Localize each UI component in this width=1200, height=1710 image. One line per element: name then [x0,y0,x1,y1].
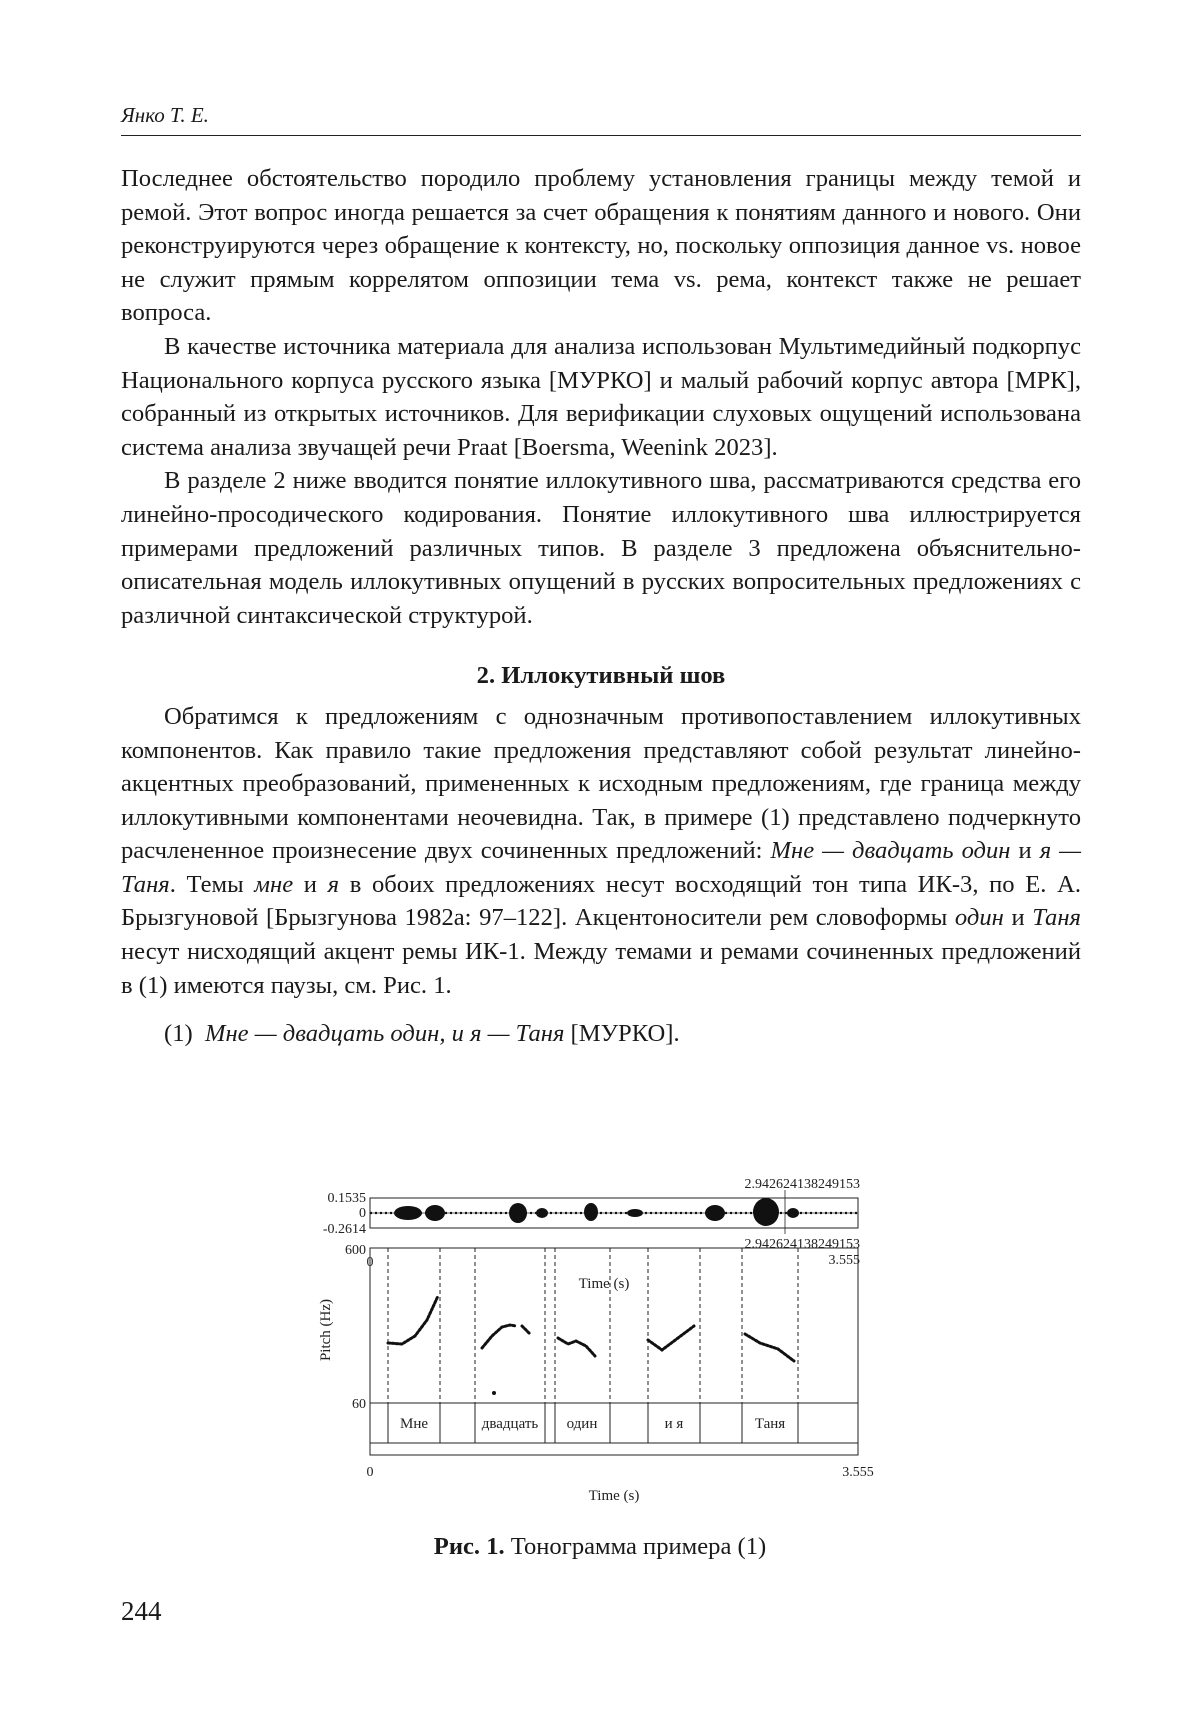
text-run: . Темы [169,870,255,898]
waveform-top-label: 0.1535 [327,1191,366,1206]
running-head: Янко Т. Е. [121,103,209,127]
header-rule [121,135,1081,136]
figure-caption [0,1533,1200,1561]
pitch-contour-i-ya [648,1326,694,1350]
time-start-inner-label: 0 [366,1255,374,1270]
pitch-max-label: 600 [345,1243,366,1258]
pitch-outlier-point [492,1391,496,1395]
text-run: и [1003,904,1033,932]
example-1 [121,1017,1081,1051]
word-label-dvadtsat: двадцать [481,1416,539,1432]
paragraph-2: В качестве источника материала для анализа использован Мультимедийный подкорпус Национального корпуса русского языка [МУРКО] и малый рабочий корпус автора [МРК], собранный из открытых источников. Для верификации слуховых ощущений использована система анализа звучащей речи Praat [Boersma, Weenink 2023]. [121,332,1081,461]
example-inline-2: я — Таня [121,837,1082,898]
caption-label: Рис. 1. [433,1533,505,1560]
paragraph-3: В разделе 2 ниже вводится понятие иллокутивного шва, рассматриваются средства его линейно-просодического кодирования. Понятие иллокутивного шва иллюстрируется примерами предложений различных типов. В разделе 3 предложена объяснительно-описательная модель иллокутивных опущений в русских вопросительных предложениях с различной синтаксической структурой. [121,467,1081,629]
pitch-contour-tanya [745,1334,794,1361]
theme-word-1: мне [254,870,294,898]
example-number: (1) [164,1020,193,1048]
tonogram-svg [290,1160,910,1520]
pitch-contour-mne [388,1296,438,1344]
waveform-burst [394,1206,422,1220]
time-inner-label: Time (s) [578,1276,630,1292]
pitch-contour-dvadtsat-2 [522,1326,530,1334]
pitch-axis-label: Pitch (Hz) [318,1298,334,1362]
pitch-contour-dvadtsat-1 [482,1325,516,1348]
word-label-i-ya: и я [664,1416,684,1432]
theme-word-2: я [327,870,340,898]
pitch-contours [388,1296,794,1361]
time-start-label: 0 [366,1465,374,1480]
section-title: 2. Иллокутивный шов [476,662,726,690]
word-label-odin: один [566,1416,598,1432]
pitch-min-label: 60 [352,1397,366,1412]
text-run: и [293,870,328,898]
paragraph-1: Последнее обстоятельство породило проблему установления границы между темой и ремой. Этот вопрос иногда решается за счет обращения к понятиям данного и нового. Они реконструируются через обращение к контексту, но, поскольку оппозиция данное vs. новое не служит прямым коррелятом оппозиции тема vs. рема, контекст также не решает вопроса. [121,165,1081,327]
text-run: и [1010,837,1040,865]
page-number: 244 [121,1596,162,1626]
example-inline-1: Мне — двадцать один [770,837,1011,865]
example-source: [МУРКО]. [564,1020,680,1048]
example-text: Мне — двадцать один, и я — Таня [204,1020,565,1048]
time-end-inner-label: 3.555 [828,1253,860,1268]
waveform-bottom-label: -0.2614 [322,1222,366,1237]
word-label-mne: Мне [399,1416,429,1432]
cursor-bottom-label: 2.942624138249153 [744,1237,860,1252]
waveform-zero-label: 0 [359,1206,366,1221]
text-run: Обратимся к предложениям с однозначным противопоставлением иллокутивных компонентов. Как правило такие предложения представляют собой результат линейно-акцентных преобразований, примененных к исходным предложениям, где граница между иллокутивными компонентами неочевидна. Так, в примере (1) представлено подчеркнуто расчлененное произнесение двух сочиненных предложений: [121,702,1081,865]
cursor-top-label: 2.942624138249153 [744,1177,860,1192]
caption-text: Тонограмма примера (1) [504,1533,767,1560]
body-text [121,162,1081,1051]
pitch-contour-odin [558,1338,595,1356]
time-end-label: 3.555 [842,1465,874,1480]
word-label-tanya: Таня [754,1416,786,1432]
rheme-word-1: один [954,904,1004,932]
tonogram-figure [290,1160,910,1520]
text-run: несут нисходящий акцент ремы ИК-1. Между темами и ремами сочиненных предложений в (1) имеются паузы, см. Рис. 1. [121,938,1081,999]
text-run: в обоих предложениях несут восходящий тон типа ИК-3, по Е. А. Брызгуновой [Брызгунова 1982а: 97–122]. Акцентоносители рем словоформы [121,870,1081,932]
waveform-burst [787,1208,799,1218]
time-axis-label: Time (s) [588,1488,640,1504]
section-paragraph [121,700,1081,1002]
rheme-word-2: Таня [1032,904,1081,932]
